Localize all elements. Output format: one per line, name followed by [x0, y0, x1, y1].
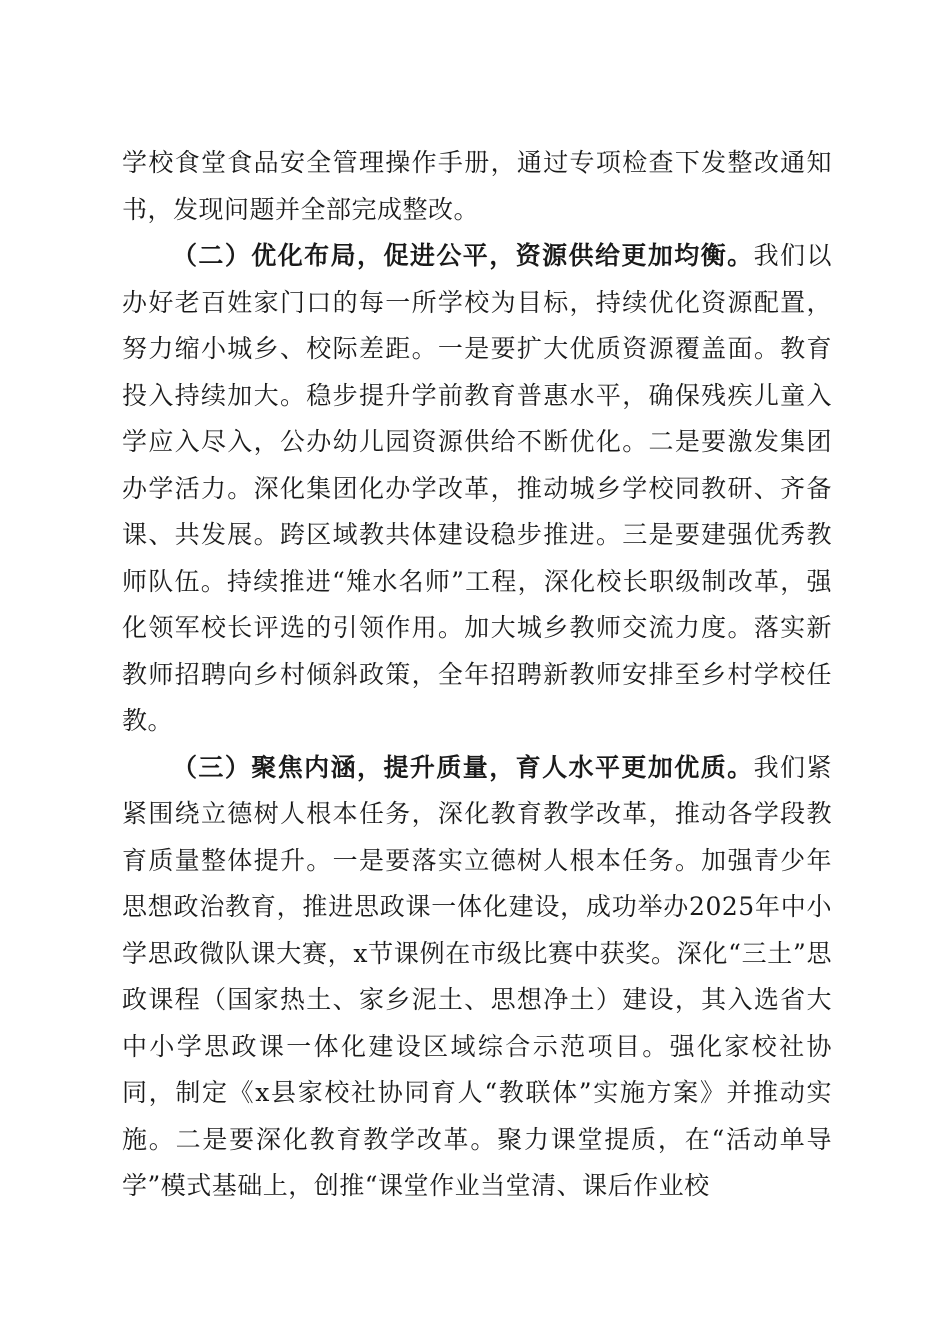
paragraph-section-two: [122, 233, 832, 745]
section-heading: （三）聚焦内涵，提升质量，育人水平更加优质。: [172, 752, 754, 782]
document-body: [122, 140, 832, 1210]
paragraph-body: 我们以办好老百姓家门口的每一所学校为目标，持续优化资源配置，努力缩小城乡、校际差距。一是要扩大优质资源覆盖面。教育投入持续加大。稳步提升学前教育普惠水平，确保残疾儿童入学应入尽入，公办幼儿园资源供给不断优化。二是要激发集团办学活力。深化集团化办学改革，推动城乡学校同教研、齐备课、共发展。跨区域教共体建设稳步推进。三是要建强优秀教师队伍。持续推进“雉水名师”工程，深化校长职级制改革，强化领军校长评选的引领作用。加大城乡教师交流力度。落实新教师招聘向乡村倾斜政策，全年招聘新教师安排至乡村学校任教。: [122, 241, 832, 735]
paragraph-body: 学校食堂食品安全管理操作手册，通过专项检查下发整改通知书，发现问题并全部完成整改。: [122, 148, 832, 224]
paragraph-body: 我们紧紧围绕立德树人根本任务，深化教育教学改革，推动各学段教育质量整体提升。一是要落实立德树人根本任务。加强青少年思想政治教育，推进思政课一体化建设，成功举办2025年中小学思政微队课大赛，x节课例在市级比赛中获奖。深化“三土”思政课程（国家热土、家乡泥土、思想净土）建设，其入选省大中小学思政课一体化建设区域综合示范项目。强化家校社协同，制定《x县家校社协同育人“教联体”实施方案》并推动实施。二是要深化教育教学改革。聚力课堂提质，在“活动单导学”模式基础上，创推“课堂作业当堂清、课后作业校: [122, 752, 832, 1200]
paragraph-continuation: [122, 140, 832, 233]
paragraph-section-three: [122, 745, 832, 1210]
section-heading: （二）优化布局，促进公平，资源供给更加均衡。: [172, 241, 754, 270]
